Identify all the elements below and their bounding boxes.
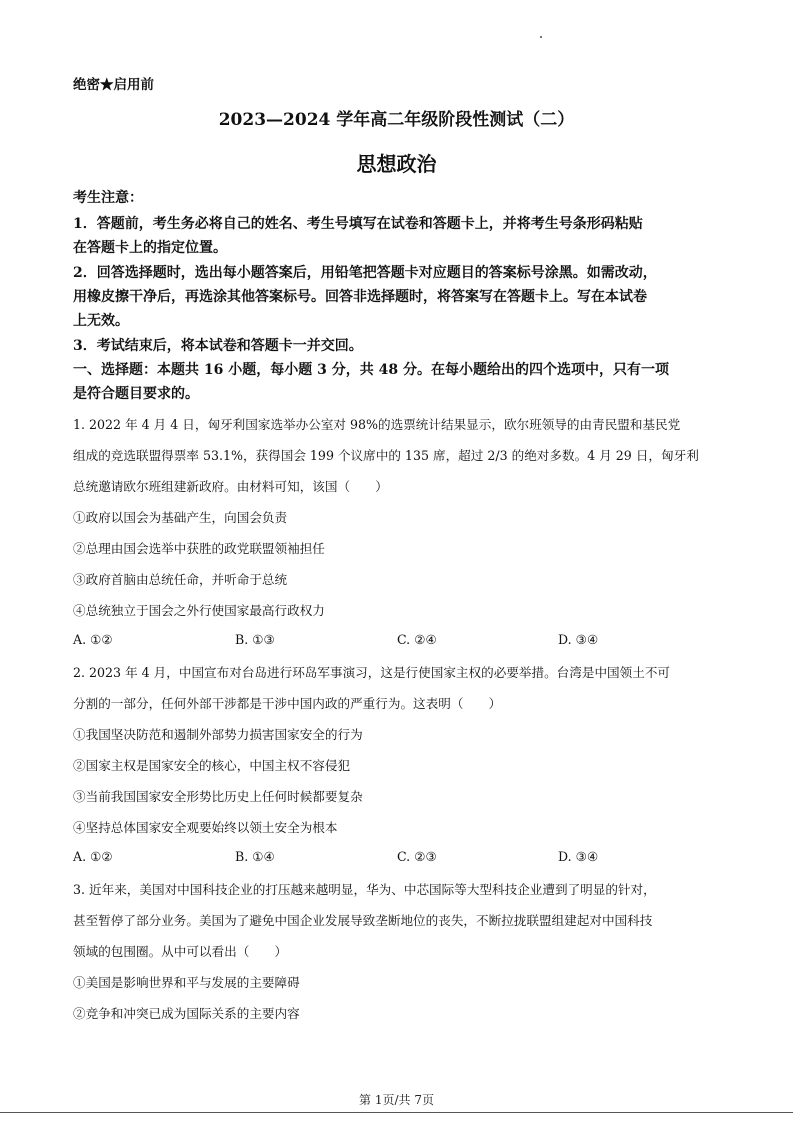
question-2-item: ③当前我国国家安全形势比历史上任何时候都要复杂: [73, 789, 363, 804]
question-2-item: ④坚持总体国家安全观要始终以领土安全为根本: [73, 820, 338, 835]
section-heading: 一、选择题：本题共 16 小题，每小题 3 分，共 48 分。在每小题给出的四个选项中，只有一项: [73, 362, 669, 378]
option-c: C. ②④: [397, 632, 437, 647]
option-a: A. ①②: [73, 849, 113, 864]
question-2-stem: 2. 2023 年 4 月，中国宣布对台岛进行环岛军事演习，这是行使国家主权的必要举措。台湾是中国领土不可: [73, 665, 671, 680]
notice-line: 1．答题前，考生务必将自己的姓名、考生号填写在试卷和答题卡上，并将考生号条形码粘贴: [73, 216, 643, 232]
option-d: D. ③④: [558, 632, 599, 647]
question-3-stem: 领域的包围圈。从中可以看出（ ）: [73, 944, 288, 959]
question-1-stem: 总统邀请欧尔班组建新政府。由材料可知，该国（ ）: [73, 479, 388, 494]
page-number: 第 1页/共 7页: [359, 1093, 434, 1107]
question-1-stem: 组成的竞选联盟得票率 53.1%，获得国会 199 个议席中的 135 席，超过 2/3 的绝对多数。4 月 29 日，匈牙利: [73, 448, 699, 463]
question-2-item: ②国家主权是国家安全的核心，中国主权不容侵犯: [73, 758, 351, 773]
notice-line: 在答题卡上的指定位置。: [73, 240, 227, 256]
option-b: B. ①④: [235, 849, 275, 864]
option-c: C. ②③: [397, 849, 437, 864]
option-a: A. ①②: [73, 632, 113, 647]
section-heading: 是符合题目要求的。: [73, 386, 199, 402]
question-1-item: ④总统独立于国会之外行使国家最高行政权力: [73, 603, 325, 618]
bottom-rule: [0, 1112, 793, 1113]
subject-title: 思想政治: [356, 152, 437, 176]
question-1-item: ②总理由国会选举中获胜的政党联盟领袖担任: [73, 541, 325, 556]
question-3-item: ②竞争和冲突已成为国际关系的主要内容: [73, 1006, 300, 1021]
option-b: B. ①③: [235, 632, 275, 647]
notice-line: 用橡皮擦干净后，再选涂其他答案标号。回答非选择题时，将答案写在答题卡上。写在本试卷: [73, 289, 647, 305]
question-1-item: ③政府首脑由总统任命，并听命于总统: [73, 572, 288, 587]
notice-line: 3．考试结束后，将本试卷和答题卡一并交回。: [73, 338, 363, 354]
question-1-item: ①政府以国会为基础产生，向国会负责: [73, 510, 288, 525]
question-3-stem: 3. 近年来，美国对中国科技企业的打压越来越明显，华为、中芯国际等大型科技企业遭到了明显的针对，: [73, 882, 656, 897]
scan-speck: [540, 36, 542, 38]
question-2-item: ①我国坚决防范和遏制外部势力损害国家安全的行为: [73, 727, 363, 742]
question-3-item: ①美国是影响世界和平与发展的主要障碍: [73, 975, 300, 990]
exam-title: 2023—2024 学年高二年级阶段性测试（二）: [218, 110, 575, 130]
confidential-label: 绝密★启用前: [73, 77, 154, 93]
notice-line: 2．回答选择题时，选出每小题答案后，用铅笔把答题卡对应题目的答案标号涂黑。如需改动，: [73, 265, 657, 281]
notice-heading: 考生注意：: [73, 190, 143, 206]
question-3-stem: 甚至暂停了部分业务。美国为了避免中国企业发展导致垄断地位的丧失，不断拉拢联盟组建起对中国科技: [73, 913, 653, 928]
question-2-stem: 分割的一部分，任何外部干涉都是干涉中国内政的严重行为。这表明（ ）: [73, 696, 502, 711]
option-d: D. ③④: [558, 849, 599, 864]
notice-line: 上无效。: [73, 313, 129, 329]
question-1-stem: 1. 2022 年 4 月 4 日，匈牙利国家选举办公室对 98%的选票统计结果显示，欧尔班领导的由青民盟和基民党: [73, 417, 681, 432]
